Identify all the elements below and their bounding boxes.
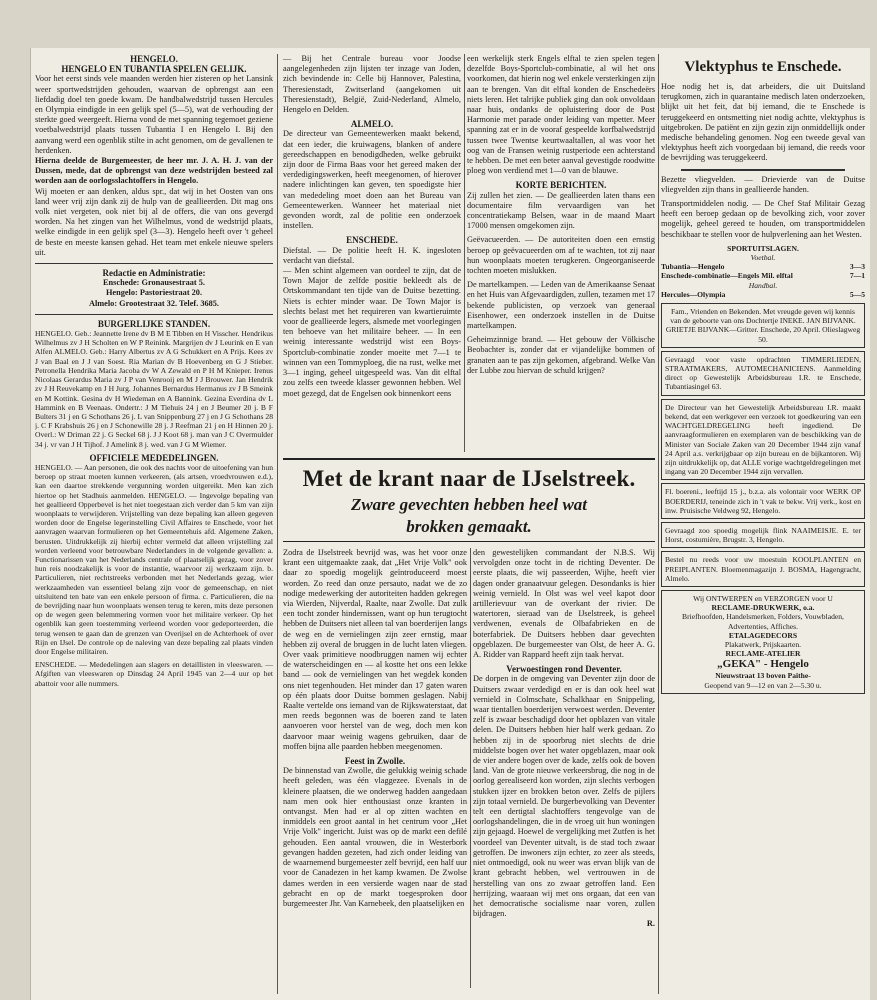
vlektyphus-article: Hoe nodig het is, dat arbeiders, die uit Duitsland terugkomen, zich in quarantaine medisch laten onderzoeken, blijkt uit het feit, dat bij iemand, die te Enschede is teruggekeerd en ontsmetting niet nodig achtte, vlektyphus is uitgebroken. De patiënt en zijn gezin zijn onmiddellijk onder medische behandeling genomen. Nog een tweede geval van vlektyphus heeft zich voorgedaan bij iemand, die reeds voor de bevrijding was teruggekeerd. [661,82,865,163]
sport-article: een werkelijk sterk Engels elftal te zien spelen tegen dezelfde Boys-Sportclub-combinatie, al wil het ons voorkomen, dat hierin nog wel enkele versterkingen zijn aan te brengen. Van dit elftal konden de Enschedeërs niets leren. Het talrijke publiek ging dan ook onvoldaan naar huis, ondanks de opluistering door de Post Harmonie met parade onder leiding van mpetter. Meer spanning zat er in de vooraf gespeelde korfbalwedstrijd tussen twee Twentse keurtwaaltallen, al was voor het oog van de Fransen weinig rustperiode een achterstand te hebben. De met een beter aanval gevestigde roodwitte ploeg won verdiend met 1—0 van de blauwe. [467,54,655,176]
geka-hours: Geopend van 9—12 en van 2—5.30 u. [704,680,822,690]
diefstal-article: Diefstal. — De politie heeft H. K. ingesloten verdacht van diefstal. [283,245,461,265]
etalage-title: ETALAGEDECORS [728,630,798,640]
divider [35,314,273,315]
sport-score: 5—5 [849,289,865,299]
reclame-ad [661,590,865,694]
sport-result-row [661,271,865,280]
burger-heading: BURGERLIJKE STANDEN. [97,318,211,329]
column-rule [470,548,471,988]
korte-heading: KORTE BERICHTEN. [515,180,607,191]
boerderij-ad: Fl. boereni., leeftijd 15 j., b.z.a. als volontair voor WERK OP BOERDERIJ, teneinde zich in 't vak te bekw. Vrij verk., kost en inw. Pruisische Veldweg 92, Hengelo. [661,483,865,519]
koolplanten-ad: Bestel nu reeds voor uw moestuin KOOLPLANTEN en PREIPLANTEN. Bloemenmagazijn J. BOSMA, Hagengracht, Almelo. [661,551,865,587]
town-major-article: — Men schint algemeen van oordeel te zijn, dat de Town Major de zelfde positie bekleedt als de Ortskommandant ten tijde van de Duitse bezetting. Niets is echter minder waar. De Town Major is slechts belast met het requireren van kwartieruimte voor de geallieerde legers, alsmede met voorlegingen ten behoeve van het militaire beheer. — In een weinig interessante wedstrijd wist een Boys-Sportclub-combinatie zonder moeite met 7—1 te winnen van een Tommyploeg, die na rust, welke met 3—1 inging, geheel uitgespeeld was. Van dit elftal zou zelfs een tweede klasser gewonnen hebben. Wel moet gezegd, dat de Engelsen ook binnenkort eens [283,266,461,398]
signature: R. [646,919,655,929]
enschede-slagers-article: ENSCHEDE. — Mededelingen aan slagers en detaillisten in vleeswaren. — Afgiften van vleeswaren op Dinsdag 24 April 1945 van 2—4 uur op het abattoir voor alle nummers. [35,660,273,688]
reclame-intro: Wij ONTWERPEN en VERZORGEN voor U [693,593,833,603]
geka-name: „GEKA" - Hengelo [717,658,809,671]
verwoestingen-article: De dorpen in de omgeving van Deventer zijn door de Duitsers zwaar verdedigd en er is dan ook heel wat vernield in Colmschate, Schalkhaar en Snippeling, waar tientallen boerderijen verwoest werden. Deventer zelf is zwaar beschadigd door het opblazen van vitale delen. De Duitsers hebben hier half werk gedaan. Zo hebben zij in de spoorbrug niet slechts de drie middelste bogen over het water opgeblazen, maar ook de vier andere bogen over de kade, zelfs ook de boven land. Van de grote nieuwe verkeersbrug, die nog in de oorlog gerealiseerd kon worden, zijn slechts verbogen stukken ijzer en brokken beton over. Zelfs de pijlers zijn totaal vernield. De burgerbevolking van Deventer telt een dertigtal slachtoffers tengevolge van de oorlogshandelingen, die in de vroeg uit hun woningen zijn gejaagd. Hoewel de vergelijking met Zutfen is het voordeel van Deventer uitvalt, is de stad toch zwaar getroffen. De inwoners zijn echter, zo zeer als steeds, niet ontmoedigd, ook nu weer was ervan blijk van de krant gebracht hebben, wel vertrouwen in de herstelling van ons zo zwaar getroffen land. Een herrijzing, waaraan wij met ons orgaan, dat een van het democratische socialisme naar voren, zullen bijdragen. [473,674,655,919]
hengelo-article-2: Hierna deelde de Burgemeester, de heer mr. J. A. H. J. van der Dussen, mede, dat de opbrengst van deze wedstrijden besteed zal worden aan de oorlogsslachtoffers in Hengelo. [35,156,273,186]
ijselstreek-article-2: den gewestelijken commandant der N.B.S. Wij vervolgden onze tocht in de richting Deventer. De eerste plaats, die wij passeerden, Wijhe, heeft vier dagen onder granaatvuur gelegen. Desondanks is hier weinig vernield. In Olst was wel veel kapot door artillerievuur van de overkant der rivier. De watertoren, sieraad van de IJselstreek, is geheel verdwenen, evenals de Olbafabrieken en de boterfabriek. De Duitsers hebben daar gevechten opgeblazen. De burgemeester van Olst, de heer A. G. A. Ridder van Rappard heeft zijn taak hervat. [473,548,655,660]
headline-block [283,458,655,542]
almelo-heading: ALMELO. [350,119,394,130]
handbal-label: Handbal. [748,280,778,290]
redactie-line-3: Almelo: Grootestraat 32. Telef. 3685. [88,298,220,308]
newspaper-page [30,48,870,1000]
geka-address: Nieuwstraat 13 boven Paithe- [715,671,811,681]
column-2 [283,54,461,452]
joden-article: — Bij het Centrale bureau voor Joodse aangelegenheden zijn lijsten ter inzage van Joden, zich bevindende in: Celle bij Hannover, Palestina, Theresienstadt, Zwitserland (aangekomen uit Theresienstadt), België, Zuid-Nederland, Almelo, Hengelo en Delden. [283,54,461,115]
reclame-text: Briefhoofden, Handelsmerken, Folders, Vouwbladen, Advertenties, Affiches. [682,612,844,631]
burger-article: HENGELO. Geb.: Jeannette Irene dv B M E Tibben en H Visscher. Hendrikus Wilhelmus zv J H Scholten en W P Reinink. Margrijen dv J Leurink en E van Alfen ALMELO. Geb.: Harry Albertus zv A G Schukkert en A Prijs. Kees zv J van Baal en J J van Soest. Ria Marian dv B Hoevenberg en G J Stieber. Petronella Hendrika Maria Jacoba dv W A Zewald en P H M Knieper. Irenus Nicolaas Gerardus Maria zv J P van Venrooij en M J J Brouwer. Jan Hendrik zv J H Reuvekamp en J H Jurg. Johannes Bernardus Hermanus zv J B Smeink en M Kottink. Gesina dv H Wiedeman en A Bannink. Gezina Everdina dv L Hammink en B Veenaas. Ondertr.: J M Tiehuis 24 j en J Beumer 20 j. B F Bulters 31 j en G Schothans 26 j. L van Snippenburg 27 j en J G Schothans 28 j. C F Krabshuis 26 j en J Schonewille 28 j. J Reefman 21 j en H Hinnen 20 j. Overl.: W Driman 22 j. G Seckel 68 j. J J Koot 68 j. man van J C Overmulder 34 j. vr van J H Tijhof. J Amelink 8 j. wed. van J G M Wiemer. [35,329,273,449]
transport-article: Transportmiddelen nodig. — De Chef Staf Militair Gezag heeft een beroep gedaan op de bevolking zich, voor zover mogelijk, geheel gereed te houden, om transportmiddelen beschikbaar te stellen voor de hulpverlening aan het Westen. [661,199,865,239]
vlektyphus-heading: Vlektyphus te Enschede. [684,59,842,75]
headline-title: Met de krant naar de IJselstreek. [302,466,636,491]
naaimeisje-ad: Gevraagd zoo spoedig mogelijk flink NAAIMEISJE. E. ter Horst, costumière, Brugstr. 3, Hengelo. [661,522,865,548]
officiele-article: HENGELO. — Aan personen, die ook des nachts voor de uitoefening van hun beroep op straat moeten kunnen verkeeren, (als artsen, vroedvrouwen e.d.), kan een daartoe strekkende vergunning worden uitgereikt. Men kan zich hiertoe op het Stadhuis aanmelden. HENGELO. — Ingevolge bepaling van het geallieerd Opperbevel is het niet toegestaan zich verder dan 5 km van zijn woonplaats te verwijderen. Vrijstelling van deze bepaling kan alleen gegeven worden door de Engelse legerinstelling Civil Affaires te Enschede, voor het aanvragen waarvan formulieren op het Gemeentehuis afd. Algemene Zaken, berusten. Uitdrukkelijk zij hierbij echter vermeld dat alleen vrijstelling zal worden verleend voor betrouwbare Nederlanders in de volgende gevallen: a. Functionarissen van het Nederlands centrale of plaatselijk gezag, voor zover hun reis noodzakelijk is voor de instantie, waarvoor zij werkzaam zijn. b. Particulieren, niet rechtstreeks verbonden met het Nederlands gezag, wier werkzaamheden van essentieel belang zijn voor de gemeenschap, en niet uitsluitend ten bate van een enkele persoon of firma. c. Particulieren, die na de bevrijding naar hun woonplaats wensen terug te keren, mits deze personen op de wegen geen belemmering vormen voor het militaire verkeer. Op het ogenblik kan geen toestemming verleend worden voor gedeporteerden, die terug wensen te gaan dan de grenzen van Overijsel en de Achterhoek of over Rijn en IJsel. De controle op de naleving van deze bepaling zal plaats vinden door Engelse militairen. [35,462,273,656]
hengelo-subheading: HENGELO EN TUBANTIA SPELEN GELIJK. [61,64,247,75]
column-1 [35,54,273,994]
atelier-title: RECLAME-ATELIER [725,649,801,659]
ijselstreek-article-1: Zodra de IJselstreek bevrijd was, was het voor onze krant een uitgemaakte zaak, dat „Het Vrije Volk" ook daar zo spoedig mogelijk geïntroduceerd moest worden. Zo reed dan onze persauto, nadat we de zo nodige medewerking der autoriteiten hadden gekregen via Wierden, Nijverdal, Raalte, naar Zwolle. Dat zulk een tocht zonder hindernissen, want op hun terugtocht hebben de Duitsers niet alleen tal van boerderijen langs de weg en de vernielingen zijn zeer ernstig, maar hebben zij overal de bruggen in de lucht laten vliegen. Over vaak primitieve noodbruggen namen wij echter de waterscheidingen en — al kostte het ons een lekke band — ook de vernielingen van het wegdek konden ons niet tegenhouden. Het minder dan 17 gaten waren op één plaats door Duitse bommen geslagen. Nabij Raalte vertelde ons iemand van de Rijkswaterstaat, dat men reeds begonnen was de boeren zand te laten aanvoeren voor herstel van de weg, doch men kon daarvoor maar weinig wagens gebruiken, daar de moffen bijna alle paarden hebben meegenomen. [283,548,467,751]
divider [681,169,845,171]
voetbal-label: Voetbal. [750,253,776,263]
hengelo-article: Voor het eerst sinds vele maanden werden hier zisteren op het Lansink weer sportwedstrijden gehouden, waarvan de opbrengst aan een liefdadig doel ten goede kwam. De handbalwedstrijd tussen Hercules en Olympia eindigde in een gelijk spel (5—5), wat de verhouding der sterkte goed weergeeft. Hierna vond de met spanning tegemoet geziene voetbalwedstrijd plaats tussen Tubantia I en Hengelo I. Bij den aanvang werd een ogenblik stilte in acht genomen, om de gevallenen te herdenken. [35,74,273,155]
sport-match: Enschede-combinatie—Engels Mil. elftal [661,271,793,281]
feest-article: De binnenstad van Zwolle, die gelukkig weinig schade heeft geleden, was één vlaggezee. Evenals in de kleinere plaatsen, die we onderweg hadden aangedaan nam men ook hier enthousiast onze kranten in ontvangst. Men had er al op zitten wachten en inmiddels een groot aantal in het centrum voor „Het Vrije Volk" ingericht. Juist was op de markt een defilé gehouden. Een aantal vrouwen, die in Westerbork gevangen hadden gezeten, had zich onder leiding van de waarnemend burgemeester zelf bevrijd, een half uur voor de Canadezen in het kamp kwamen. De Zwolse dames werden in een versierde wagen naar de stad gebracht en op de markt toegesproken door burgemeester Jhr. Van Karnebeek, den plaatselijken en [283,766,467,908]
ijselstreek-column-2 [473,548,655,988]
almelo-article: De directeur van Gemeentewerken maakt bekend, dat een ieder, die kruiwagens, blanken of andere gereedschappen en benodigdheden, welke gebruikt zijn door de Firma Baas voor het gereed maken der verdedigingswerken, heeft meegenomen, of hierover nadere inlichtingen kan geven, ten spoedigste hier van mededeling moet doen aan het Bureau van Gemeentewerken. Wanneer het materiaal niet gevonden wordt, zal de politie een onderzoek instellen. [283,129,461,231]
sport-score: 7—1 [849,271,865,281]
column-rule [464,54,465,452]
sport-result-row [661,290,865,299]
column-3 [467,54,655,452]
column-4 [661,54,865,994]
wachtgeld-notice: De Directeur van het Gewestelijk Arbeidsbureau I.R. maakt bekend, dat een werkgever een verzoek tot goedkeuring van een WACHTGELDREGELING heeft ingediend. De aanvraagformulieren en exemplaren van de beschikking van de Minister van Sociale Zaken van 20 December 1944 zijn vanaf 24 April a.s. verkrijgbaar op zijn bureau en de bijkantoren. Wij zijn uitdrukkelijk op, dat ALLE vorige wachtgeldregelingen met ingang van 20 December 1944 zijn vervallen. [661,399,865,481]
redactie-line-2: Hengelo: Pastoriestraat 20. [105,288,203,298]
geevacueerden-article: Geëvacueerden. — De autoriteiten doen een ernstig beroep op geëvacueerden om af te wachten, tot zij naar hun woonplaats moeten terugkeren. Ongeorganiseerde tochten moeten mislukken. [467,235,655,276]
sportuitslagen-heading: SPORTUITSLAGEN. [727,243,799,253]
sport-match: Hercules—Olympia [661,289,726,299]
zien-article: Zij zullen het zien. — De geallieerden laten thans een documentaire film vervaardigen van het concentratiekamp Belsen, waar in de maand Maart 17000 mensen omgekomen zijn. [467,190,655,231]
column-rule [277,54,278,994]
vliegvelden-article: Bezette vliegvelden. — Drievierde van de Duitse vliegvelden zijn thans in geallieerde handen. [661,174,865,194]
sport-result-row [661,262,865,271]
enschede-heading: ENSCHEDE. [346,235,398,246]
sport-match: Tubantia—Hengelo [661,262,725,272]
headline-subtitle-2: brokken gemaakt. [406,517,532,536]
column-rule [658,54,659,994]
headline-subtitle-1: Zware gevechten hebben heel wat [350,495,588,514]
martelkampen-article: De martelkampen. — Leden van de Amerikaanse Senaat en het Huis van Afgevaardigden, zullen, tezamen met 17 bekende publicisten, op verzoek van generaal Eisenhower, een onderzoek instellen in de Duitse martelkampen. [467,280,655,331]
vacancy-ad: Gevraagd voor vaste opdrachten TIMMERLIEDEN, STRAATMAKERS, AUTOMECHANICIENS. Aanmelding direct op Gewestelijk Arbeidsbureau I.R. te Enschede, Tubantiasingel 63. [661,351,865,396]
verwoestingen-heading: Verwoestingen rond Deventer. [506,664,622,675]
reclame-title: RECLAME-DRUKWERK, o.a. [711,603,815,613]
brand-article: Geheimzinnige brand. — Het gebouw der Völkische Beobachter is, zonder dat er vijandelijke bommen of granaten aan te pas zijn gekomen, afgebrand. Welke Van der Lubbe zou hiervan de schuld krijgen? [467,335,655,375]
redactie-line-1: Enschede: Gronausestraat 5. [103,278,205,288]
etalage-text: Plakatwerk, Prijskaarten. [724,639,802,649]
hengelo-article-3: Wij moeten er aan denken, aldus spr., dat wij in het Oosten van ons land weer vrij zijn dank zij de hulp van de geallieerden. Dit mag ons volk niet vergeten, ook niet bij al de offers, die van ons gevergd worden. Na het zingen van het Wilhelmus, vond de wedstrijd plaats, welke eindigde in een gelijk spel (3—3). Hengelo heeft over 't geheel de beste en meeste kansen gehad. Het team met enkele nieuwe spelers uit. [35,186,273,257]
redactie-heading: Redactie en Administratie: [102,268,206,279]
feest-heading: Feest in Zwolle. [344,756,406,767]
divider [35,263,273,264]
officiele-heading: OFFICIELE MEDEDELINGEN. [89,452,219,463]
ijselstreek-column-1 [283,548,467,988]
hengelo-heading: HENGELO. [130,54,178,64]
sport-score: 3—3 [849,262,865,272]
birth-announcement: Fam., Vrienden en Bekenden. Met vreugde geven wij kennis van de geboorte van ons Dochtertje INEKE. JAN BIJVANK. GRIETJE BIJVANK—Gritter. Enschede, 20 April. Olieslagweg 50. [661,303,865,348]
